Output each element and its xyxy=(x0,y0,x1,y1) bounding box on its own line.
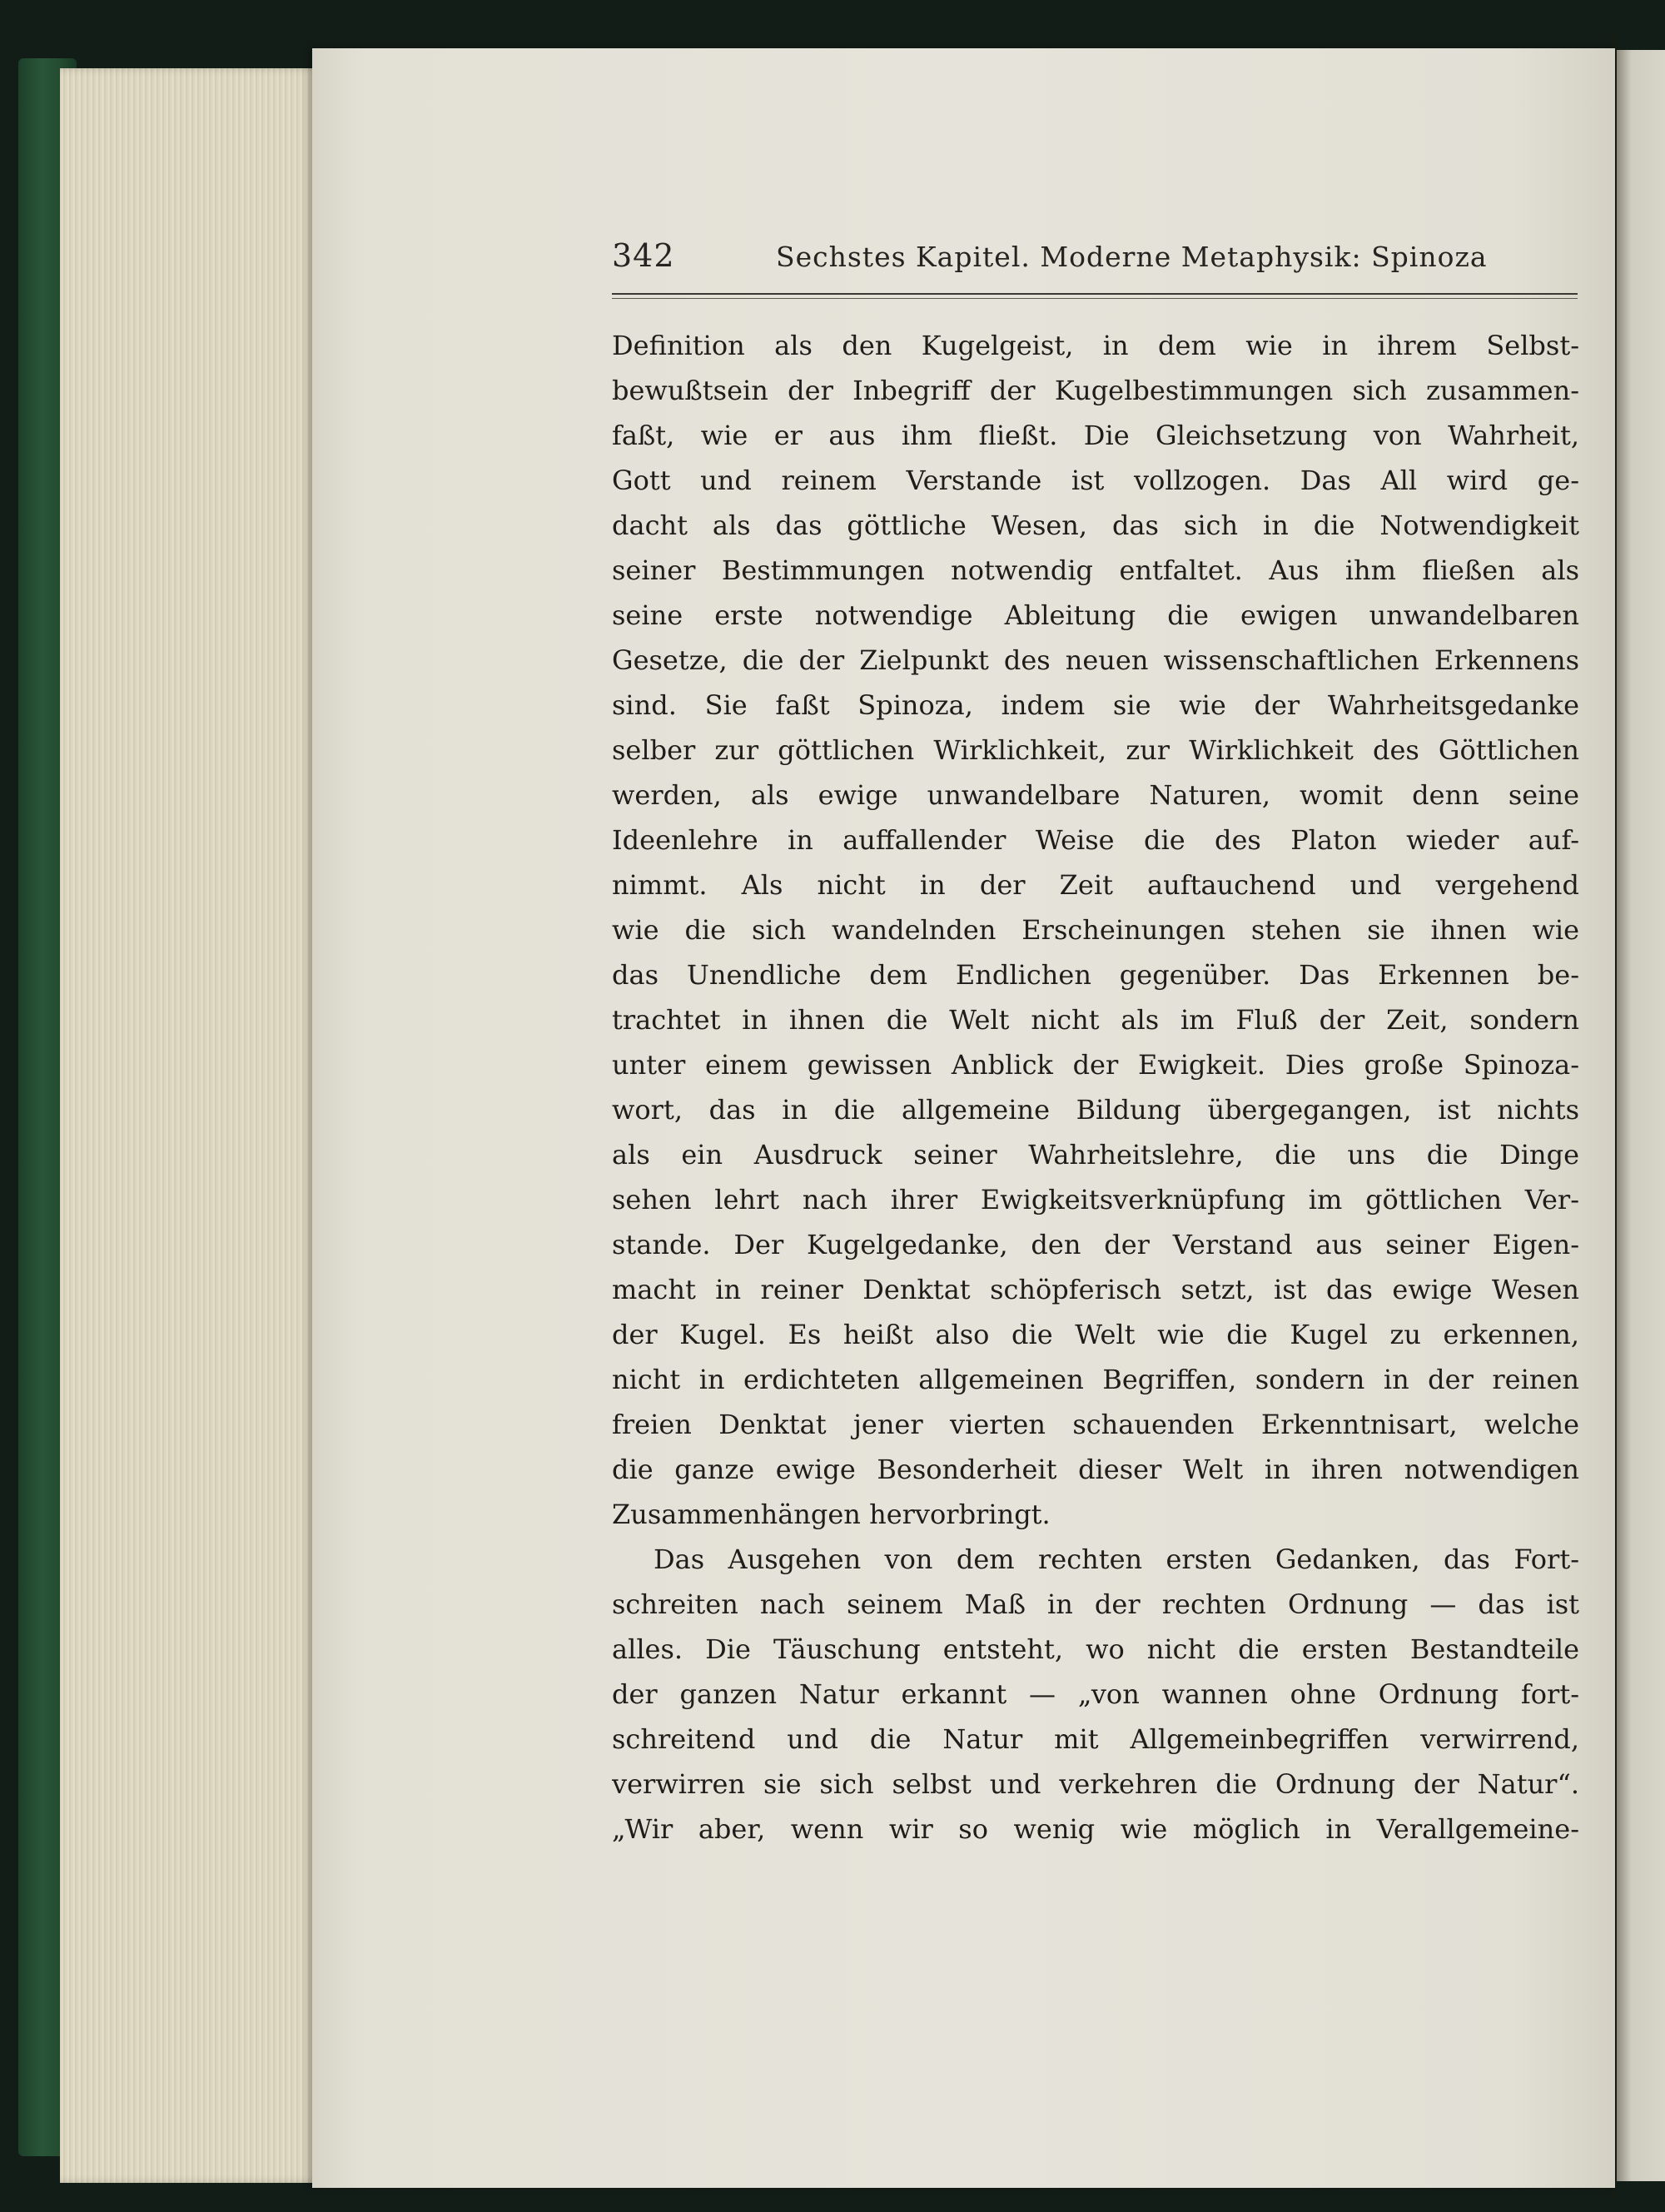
text-line: freien Denktat jener vierten schauenden Erkenntnisart, welche xyxy=(612,1409,1579,1440)
text-line: Gott und reinem Verstande ist vollzogen. Das All wird ge- xyxy=(612,465,1579,496)
text-line: schreiten nach seinem Maß in der rechten Ordnung — das ist xyxy=(612,1588,1579,1620)
text-line: unter einem gewissen Anblick der Ewigkeit. Dies große Spinoza- xyxy=(612,1049,1579,1081)
header-rule-thin xyxy=(612,298,1578,299)
text-line: selber zur göttlichen Wirklichkeit, zur Wirklichkeit des Göttlichen xyxy=(612,734,1579,766)
text-line: schreitend und die Natur mit Allgemeinbegriffen verwirrend, xyxy=(612,1723,1579,1755)
running-head: Sechstes Kapitel. Moderne Metaphysik: Spinoza xyxy=(776,241,1488,273)
text-line: wie die sich wandelnden Erscheinungen stehen sie ihnen wie xyxy=(612,914,1579,946)
text-line: verwirren sie sich selbst und verkehren die Ordnung der Natur“. xyxy=(612,1768,1579,1800)
text-line: stande. Der Kugelgedanke, den der Verstand aus seiner Eigen- xyxy=(612,1229,1579,1260)
text-line: wort, das in die allgemeine Bildung übergegangen, ist nichts xyxy=(612,1094,1579,1126)
header-rule xyxy=(612,293,1578,295)
text-line: alles. Die Täuschung entsteht, wo nicht die ersten Bestandteile xyxy=(612,1633,1579,1665)
text-line: Ideenlehre in auffallender Weise die des Platon wieder auf- xyxy=(612,824,1579,856)
facing-page-edge xyxy=(1617,50,1665,2181)
text-line: seiner Bestimmungen notwendig entfaltet. Aus ihm fließen als xyxy=(612,554,1579,586)
text-line: werden, als ewige unwandelbare Naturen, womit denn seine xyxy=(612,779,1579,811)
paragraph-1 xyxy=(612,323,1579,1537)
text-line: der ganzen Natur erkannt — „von wannen ohne Ordnung fort- xyxy=(612,1678,1579,1710)
text-line: Zusammenhängen hervorbringt. xyxy=(612,1499,1051,1530)
text-line: nimmt. Als nicht in der Zeit auftauchend und vergehend xyxy=(612,869,1579,901)
text-line: Gesetze, die der Zielpunkt des neuen wissenschaftlichen Erkennens xyxy=(612,644,1579,676)
text-line: „Wir aber, wenn wir so wenig wie möglich in Verallgemeine- xyxy=(612,1813,1579,1845)
text-line: bewußtsein der Inbegriff der Kugelbestimmungen sich zusammen- xyxy=(612,375,1579,406)
page-edges xyxy=(60,68,326,2183)
text-line: das Unendliche dem Endlichen gegenüber. Das Erkennen be- xyxy=(612,959,1579,991)
text-line: faßt, wie er aus ihm fließt. Die Gleichsetzung von Wahrheit, xyxy=(612,420,1579,451)
text-line: sehen lehrt nach ihrer Ewigkeitsverknüpfung im göttlichen Ver- xyxy=(612,1184,1579,1215)
page-number: 342 xyxy=(612,237,675,274)
text-line: trachtet in ihnen die Welt nicht als im Fluß der Zeit, sondern xyxy=(612,1004,1579,1036)
text-line: als ein Ausdruck seiner Wahrheitslehre, die uns die Dinge xyxy=(612,1139,1579,1171)
text-line: dacht als das göttliche Wesen, das sich in die Notwendigkeit xyxy=(612,510,1579,541)
paragraph-2 xyxy=(612,1537,1579,1852)
text-line: nicht in erdichteten allgemeinen Begriffen, sondern in der reinen xyxy=(612,1364,1579,1395)
text-line: seine erste notwendige Ableitung die ewigen unwandelbaren xyxy=(612,599,1579,631)
text-line: die ganze ewige Besonderheit dieser Welt in ihren notwendigen xyxy=(612,1454,1579,1485)
text-line: der Kugel. Es heißt also die Welt wie die Kugel zu erkennen, xyxy=(612,1319,1579,1350)
text-line: Definition als den Kugelgeist, in dem wie in ihrem Selbst- xyxy=(612,330,1579,361)
text-line: sind. Sie faßt Spinoza, indem sie wie der Wahrheitsgedanke xyxy=(612,689,1579,721)
text-line: Das Ausgehen von dem rechten ersten Gedanken, das Fort- xyxy=(654,1543,1579,1575)
body-text xyxy=(612,323,1579,1852)
text-line: macht in reiner Denktat schöpferisch setzt, ist das ewige Wesen xyxy=(612,1274,1579,1305)
